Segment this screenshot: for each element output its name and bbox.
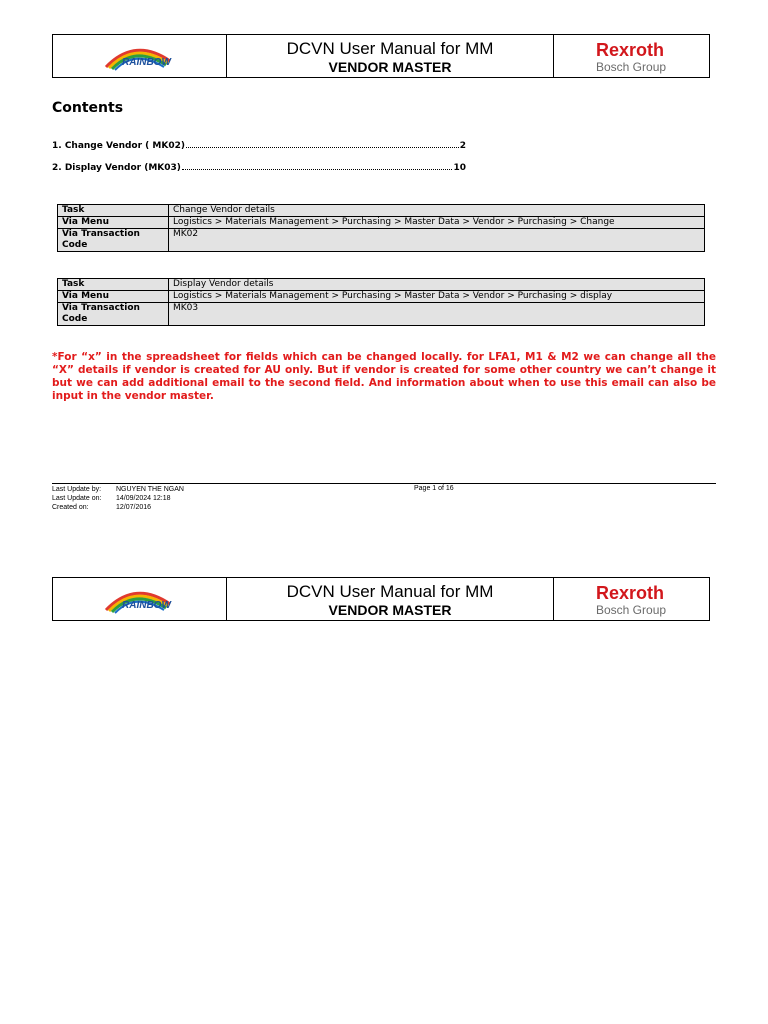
via-menu-label: Via Menu: [58, 291, 169, 303]
transaction-code-label: Via Transaction Code: [58, 229, 169, 252]
table-row: [58, 291, 705, 303]
rexroth-logo: Rexroth Bosch Group: [596, 583, 667, 617]
rexroth-logo: Rexroth Bosch Group: [596, 40, 667, 74]
toc-leader: [182, 162, 453, 170]
last-update-by: NGUYEN THE NGAN: [116, 486, 184, 493]
via-menu-value: Logistics > Materials Management > Purchasing > Master Data > Vendor > Purchasing > Change: [169, 217, 705, 229]
svg-text:RAINBOW: RAINBOW: [121, 57, 171, 68]
header-title: DCVN User Manual for MM: [286, 582, 494, 601]
via-menu-label: Via Menu: [58, 217, 169, 229]
task-value: Display Vendor details: [169, 279, 705, 291]
rainbow-logo: [53, 578, 227, 620]
contents-title: Contents: [52, 100, 124, 116]
footer-divider: [52, 483, 716, 484]
toc-item-page: 2: [459, 141, 466, 151]
page-footer: Last Update by: NGUYEN THE NGAN Last Update on: 14/09/2024 12:18 Created on: 12/07/2016: [52, 486, 184, 511]
svg-text:RAINBOW: RAINBOW: [121, 600, 171, 611]
table-row: [58, 279, 705, 291]
page-header: [52, 34, 710, 78]
transaction-code-value: MK02: [169, 229, 705, 252]
rainbow-logo: [53, 35, 227, 77]
toc-leader: [186, 140, 459, 148]
header-title: DCVN User Manual for MM: [286, 39, 494, 58]
display-vendor-table: [57, 278, 705, 326]
table-row: [58, 217, 705, 229]
toc-item-label: 1. Change Vendor ( MK02): [52, 141, 185, 151]
toc-item-display-vendor[interactable]: [52, 162, 466, 173]
table-row: [58, 229, 705, 252]
toc-item-page: 10: [453, 163, 466, 173]
toc-item-label: 2. Display Vendor (MK03): [52, 163, 181, 173]
transaction-code-value: MK03: [169, 303, 705, 326]
toc-item-change-vendor[interactable]: [52, 140, 466, 151]
red-note: *For “x” in the spreadsheet for fields which can be changed locally. for LFA1, M1 & M2 we can change all the “X” details if vendor is created for AU only. But if vendor is created for some other country we can’t change it but we can add additional email to the second field. And information about when to use this email can also be input in the vendor master.: [52, 351, 716, 402]
change-vendor-table: [57, 204, 705, 252]
header-subtitle: VENDOR MASTER: [328, 602, 452, 618]
via-menu-value: Logistics > Materials Management > Purchasing > Master Data > Vendor > Purchasing > display: [169, 291, 705, 303]
created-on: 12/07/2016: [116, 504, 152, 511]
header-subtitle: VENDOR MASTER: [328, 59, 452, 75]
table-row: [58, 303, 705, 326]
last-update-on: 14/09/2024 12:18: [116, 495, 171, 502]
table-row: [58, 205, 705, 217]
page-header-2: [52, 577, 710, 621]
task-value: Change Vendor details: [169, 205, 705, 217]
page-number: Page 1 of 16: [414, 485, 454, 492]
task-label: Task: [58, 205, 169, 217]
transaction-code-label: Via Transaction Code: [58, 303, 169, 326]
task-label: Task: [58, 279, 169, 291]
